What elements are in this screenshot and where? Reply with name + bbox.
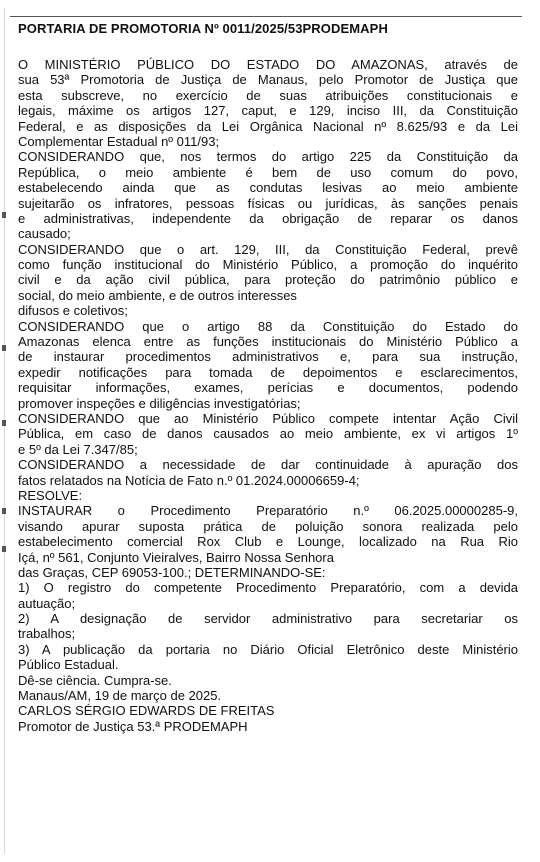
text-line: causado; — [18, 226, 71, 242]
text-line: legais, máxime os artigos 127, caput, e 129, inciso III, da Constituição — [18, 103, 518, 119]
text-line: CONSIDERANDO que o artigo 88 da Constituição do Estado do — [18, 318, 518, 334]
page-edge-line — [4, 8, 5, 854]
text-line: República, o meio ambiente é bem de uso comum do povo, — [18, 164, 518, 180]
text-line: estabelecendo ainda que as condutas lesivas ao meio ambiente — [18, 180, 518, 196]
text-line: requisitar informações, exames, perícias e documentos, podendo — [18, 380, 518, 396]
text-line: fatos relatados na Notícia de Fato n.º 01.2024.00006659-4; — [18, 472, 360, 488]
text-line: sujeitarão os infratores, pessoas físicas ou jurídicas, às sanções penais — [18, 195, 518, 211]
text-line: Manaus/AM, 19 de março de 2025. — [18, 688, 222, 704]
text-line: visando apurar suposta prática de poluição sonora realizada pelo — [18, 518, 518, 534]
text-line: difusos e coletivos; — [18, 303, 128, 319]
text-line: Amazonas elenca entre as funções institucionais do Ministério Público a — [18, 334, 518, 350]
text-line: Federal, e as disposições da Lei Orgânica Nacional nº 8.625/93 e da Lei — [18, 118, 518, 134]
text-line: expedir notificações para tomada de depoimentos e esclarecimentos, — [18, 364, 518, 380]
text-line: das Graças, CEP 69053-100.; DETERMINANDO-SE: — [18, 564, 326, 580]
text-line: Içá, nº 561, Conjunto Vieiralves, Bairro Nossa Senhora — [18, 549, 334, 565]
text-line: 3) A publicação da portaria no Diário Oficial Eletrônico deste Ministério — [18, 641, 518, 657]
text-line: civil e da ação civil pública, para proteção do patrimônio público e — [18, 272, 518, 288]
text-line: 1) O registro do competente Procedimento Preparatório, com a devida — [18, 580, 518, 596]
text-line: esta subscreve, no exercício de suas atribuições constitucionais e — [18, 87, 518, 103]
text-line: sua 53ª Promotoria de Justiça de Manaus, pelo Promotor de Justiça que — [18, 72, 518, 88]
edge-mark — [2, 508, 6, 514]
edge-mark — [2, 345, 6, 351]
text-line: CONSIDERANDO a necessidade de dar continuidade à apuração dos — [18, 457, 518, 473]
text-line: autuação; — [18, 595, 76, 611]
edge-mark — [2, 212, 6, 218]
text-line: O MINISTÉRIO PÚBLICO DO ESTADO DO AMAZONAS, através de — [18, 57, 518, 72]
text-line: e administrativas, independente da obrigação de reparar os danos — [18, 210, 518, 226]
text-line: Dê-se ciência. Cumpra-se. — [18, 672, 172, 688]
text-line: e 5º da Lei 7.347/85; — [18, 441, 138, 457]
text-line: de instaurar procedimentos administrativos e, para sua instrução, — [18, 349, 518, 365]
document-title: PORTARIA DE PROMOTORIA Nº 0011/2025/53PRODEMAPH — [18, 21, 388, 36]
text-line: promover inspeções e diligências investigatórias; — [18, 395, 301, 411]
text-line: RESOLVE: — [18, 487, 83, 503]
text-line: CONSIDERANDO que ao Ministério Público compete intentar Ação Civil — [18, 410, 518, 426]
text-line: INSTAURAR o Procedimento Preparatório n.º 06.2025.00000285-9, — [18, 503, 518, 519]
text-line: 2) A designação de servidor administrativo para secretariar os — [18, 611, 518, 627]
signer-role: Promotor de Justiça 53.ª PRODEMAPH — [18, 718, 248, 734]
title-top-rule — [10, 16, 522, 17]
text-line: trabalhos; — [18, 626, 76, 642]
text-line: como função institucional do Ministério Público, a promoção do inquérito — [18, 257, 518, 273]
edge-mark — [2, 546, 6, 552]
text-line: Pública, em caso de danos causados ao meio ambiente, ex vi artigos 1º — [18, 426, 518, 442]
edge-mark — [2, 420, 6, 426]
signer-name: CARLOS SÉRGIO EDWARDS DE FREITAS — [18, 703, 275, 719]
document-body — [18, 57, 518, 734]
text-line: CONSIDERANDO que o art. 129, III, da Constituição Federal, prevê — [18, 241, 518, 257]
text-line: estabelecimento comercial Rox Club e Lounge, localizado na Rua Rio — [18, 534, 518, 550]
text-line: Público Estadual. — [18, 657, 119, 673]
text-line: social, do meio ambiente, e de outros interesses — [18, 287, 297, 303]
text-line: CONSIDERANDO que, nos termos do artigo 225 da Constituição da — [18, 149, 518, 165]
text-line: Complementar Estadual nº 011/93; — [18, 133, 220, 149]
